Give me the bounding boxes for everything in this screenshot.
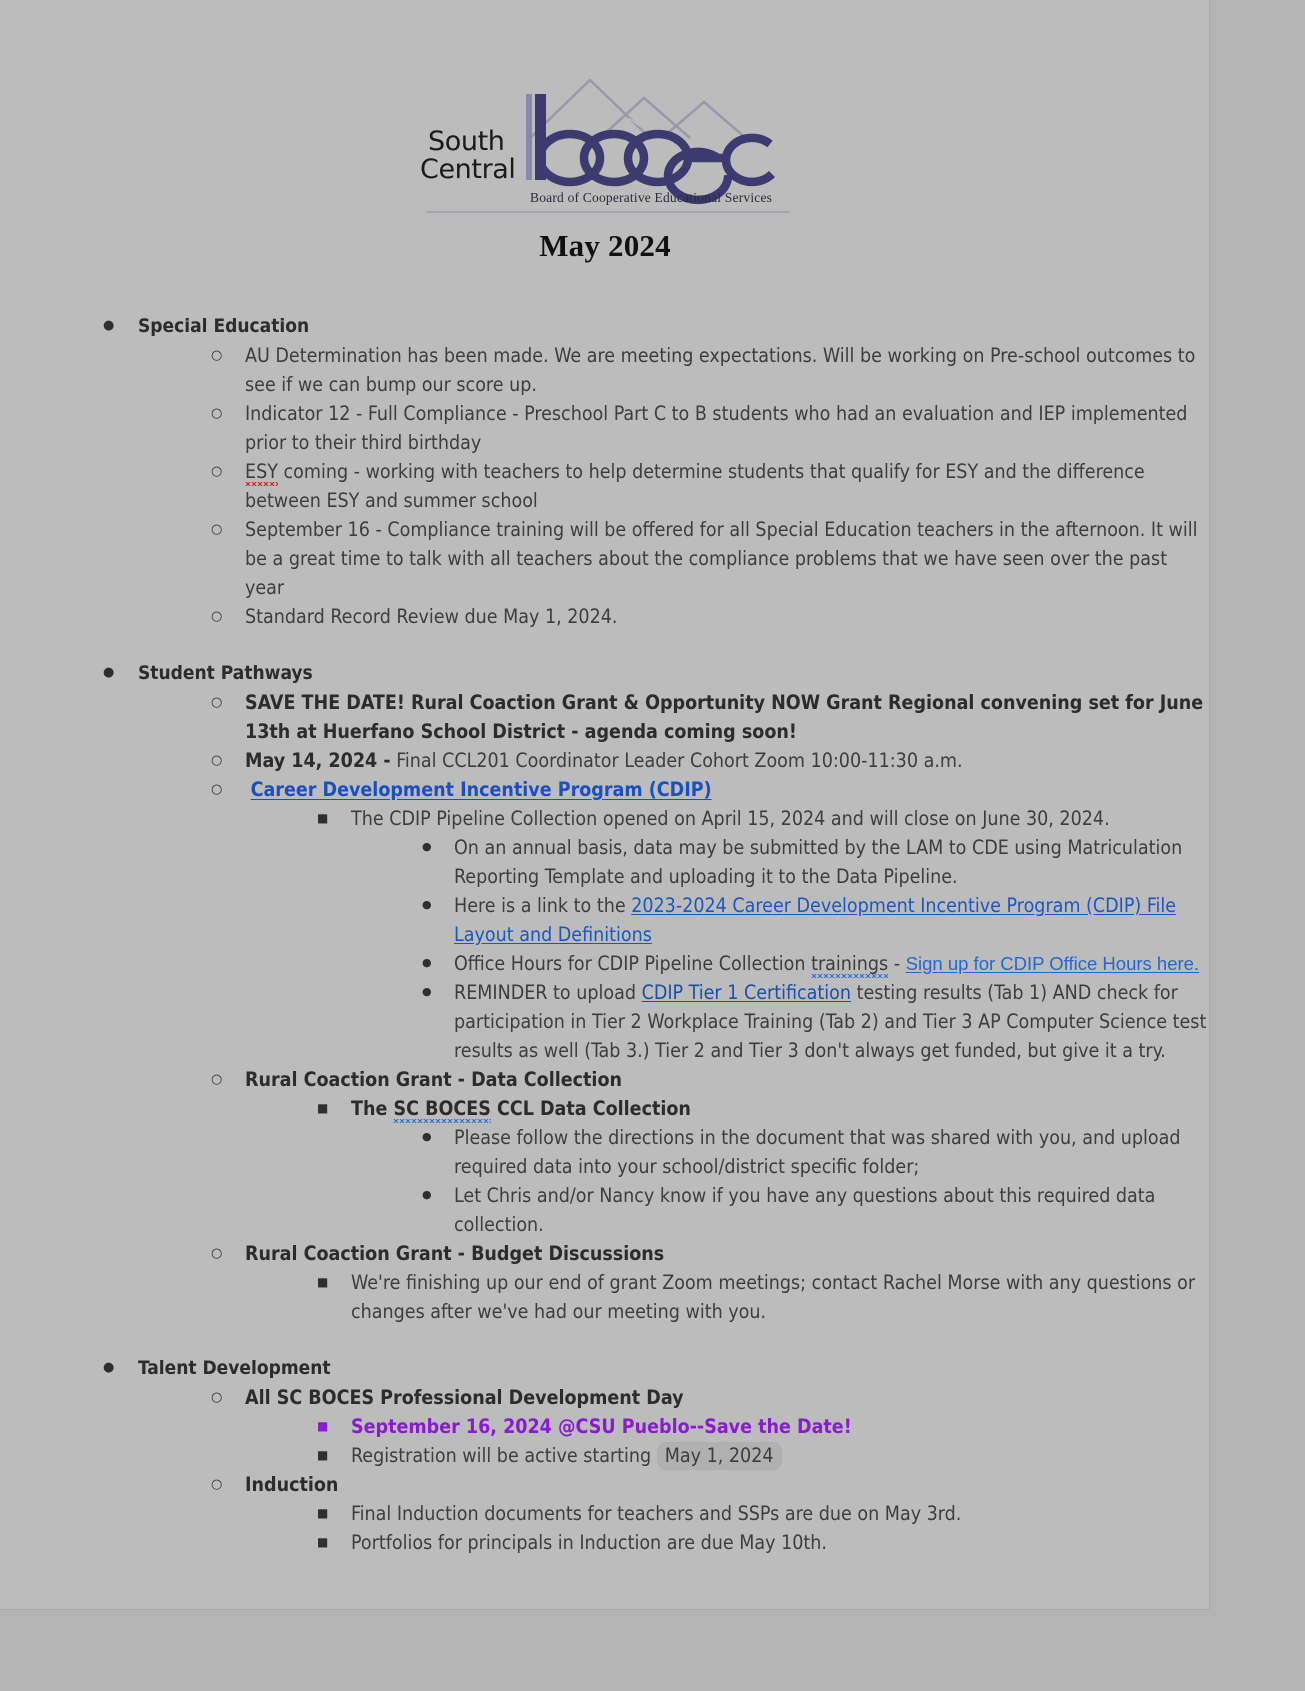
- svg-text:Board of Cooperative Education: Board of Cooperative Educational Services: [530, 190, 773, 205]
- spellcheck-flagged-word: ESY: [245, 460, 278, 486]
- bold-lead: May 14, 2024 -: [245, 749, 391, 772]
- cdip-tier1-certification-link[interactable]: CDIP Tier 1 Certification: [641, 981, 851, 1004]
- list-item-cdip: [211, 775, 1210, 1065]
- bullet-text: [454, 978, 1210, 1065]
- section-heading-talent-development: [100, 1354, 1210, 1557]
- list-item-data-collection: [211, 1065, 1210, 1239]
- data-collection-sub-bullets: [245, 1094, 1210, 1239]
- list-item-save-the-date: [211, 688, 1210, 746]
- grammarcheck-flagged-word: trainings: [811, 952, 888, 978]
- list-item: [211, 602, 1210, 631]
- bullet-text: ■ We're finishing up our end of grant Zoom meetings; contact Rachel Morse with any questions or changes after we've had our meeting with you.: [351, 1271, 1196, 1323]
- bullet-text: ○ Induction: [245, 1473, 339, 1496]
- bullet-text: ○ Rural Coaction Grant - Data Collection: [245, 1068, 622, 1091]
- list-item-office-hours: [418, 949, 1210, 978]
- list-item: [315, 1268, 1210, 1326]
- section-heading-special-education: [100, 312, 1210, 631]
- bullet-text: ○ September 16 - Compliance training will be offered for all Special Education teachers in the afternoon. It will be a great time to talk with all teachers about the compliance problems that we have seen over the past year: [245, 518, 1198, 599]
- bullet-text: ● Please follow the directions in the document that was shared with you, and upload required data into your school/district specific folder;: [454, 1126, 1181, 1178]
- highlighted-date-chip: May 1, 2024: [657, 1442, 782, 1470]
- cdip-file-layout-link[interactable]: 2023-2024 Career Development Incentive Program (CDIP) File Layout and Definitions: [454, 894, 1177, 946]
- page-title: May 2024: [539, 228, 671, 263]
- list-item: [315, 1499, 1210, 1528]
- bullet-text-separator: -: [888, 952, 906, 975]
- bullet-text-prefix: Registration will be active starting: [351, 1444, 657, 1467]
- list-item-file-layout: [418, 891, 1210, 949]
- section-student-pathways: [0, 659, 1210, 1326]
- bullet-text-suffix: CCL Data Collection: [490, 1097, 691, 1120]
- svg-text:Central: Central: [420, 154, 516, 185]
- induction-sub-bullets: [245, 1499, 1210, 1557]
- bullet-text-prefix: Office Hours for CDIP Pipeline Collection: [454, 952, 812, 975]
- list-item: [418, 1181, 1210, 1239]
- bullet-text: [454, 949, 1210, 978]
- bullet-text: ○ Rural Coaction Grant - Budget Discussions: [245, 1242, 665, 1265]
- cdip-office-hours-signup-link[interactable]: Sign up for CDIP Office Hours here.: [905, 953, 1200, 974]
- list-item: [211, 341, 1210, 399]
- section-spacer: [0, 1326, 1210, 1354]
- heading-text: ● Talent Development: [138, 1357, 331, 1379]
- list-item-save-the-date-purple: [315, 1412, 1210, 1441]
- bullet-text: ● Let Chris and/or Nancy know if you have any questions about this required data collection.: [454, 1184, 1156, 1236]
- list-item-ccl-data-collection: [315, 1094, 1210, 1239]
- heading-text: ● Special Education: [138, 315, 310, 337]
- student-pathways-bullets: [138, 688, 1210, 1326]
- cdip-sub-bullets: [245, 804, 1210, 1065]
- cdip-program-link[interactable]: Career Development Incentive Program (CDIP): [250, 778, 712, 801]
- section-heading-student-pathways: [100, 659, 1210, 1326]
- bullet-text: ■ Portfolios for principals in Induction are due May 10th.: [351, 1531, 827, 1554]
- bullet-text: ■ Final Induction documents for teachers and SSPs are due on May 3rd.: [351, 1502, 962, 1525]
- list-item-pd-day: [211, 1383, 1210, 1470]
- list-item-budget-discussions: [211, 1239, 1210, 1326]
- section-talent-development: [0, 1354, 1210, 1557]
- bullet-text: [245, 775, 1210, 804]
- bullet-text-prefix: Here is a link to the: [454, 894, 632, 917]
- bullet-text: ○ Indicator 12 - Full Compliance - Preschool Part C to B students who had an evaluation and IEP implemented prior to their third birthday: [245, 402, 1188, 454]
- organization-logo: [418, 62, 798, 214]
- bullet-text-rest: coming - working with teachers to help determine students that qualify for ESY and the difference between ESY and summer school: [245, 460, 1145, 512]
- list-item-registration: [315, 1441, 1210, 1470]
- bullet-text: ○ AU Determination has been made. We are meeting expectations. Will be working on Pre-school outcomes to see if we can bump our score up.: [245, 344, 1196, 396]
- bullet-text: [245, 457, 1210, 515]
- bullet-text-rest: Final CCL201 Coordinator Leader Cohort Zoom 10:00-11:30 a.m.: [390, 749, 963, 772]
- bullet-text-prefix: The: [351, 1097, 394, 1120]
- list-item-may14: [211, 746, 1210, 775]
- section-spacer: [0, 631, 1210, 659]
- bullet-text: ■ September 16, 2024 @CSU Pueblo--Save the Date!: [351, 1415, 852, 1438]
- cdip-detail-bullets: [351, 833, 1210, 1065]
- bullet-text: [351, 1441, 1210, 1470]
- heading-text: ● Student Pathways: [138, 662, 313, 684]
- list-item: [211, 515, 1210, 602]
- page-gutter-bottom: [0, 1610, 1305, 1691]
- bullet-text: ● On an annual basis, data may be submitted by the LAM to CDE using Matriculation Reporting Template and uploading it to the Data Pipeline.: [454, 836, 1183, 888]
- pd-day-sub-bullets: [245, 1412, 1210, 1470]
- bullet-text-suffix: testing results (Tab 1) AND check for participation in Tier 2 Workplace Training (Tab 2) and Tier 3 AP Computer Science test results as well (Tab 3.) Tier 2 and Tier 3 don't always get funded, but give it a try.: [454, 981, 1207, 1062]
- list-item: [418, 833, 1210, 891]
- grammarcheck-flagged-word: SC BOCES: [393, 1097, 490, 1123]
- special-education-bullets: [138, 341, 1210, 631]
- list-item-esy: [211, 457, 1210, 515]
- svg-text:South: South: [428, 126, 505, 157]
- talent-development-bullets: [138, 1383, 1210, 1557]
- bullet-text: ○ SAVE THE DATE! Rural Coaction Grant & Opportunity NOW Grant Regional convening set for June 13th at Huerfano School District - agenda coming soon!: [245, 691, 1204, 743]
- list-item: [315, 804, 1210, 1065]
- bullet-text: ○ Standard Record Review due May 1, 2024.: [245, 605, 618, 628]
- bullet-text: [245, 746, 1210, 775]
- budget-discussions-sub-bullets: [245, 1268, 1210, 1326]
- list-item-reminder: [418, 978, 1210, 1065]
- newsletter-outline: [0, 312, 1210, 1557]
- list-item: [315, 1528, 1210, 1557]
- list-item: [211, 399, 1210, 457]
- bullet-text: [454, 891, 1210, 949]
- list-item-induction: [211, 1470, 1210, 1557]
- bullet-text: ■ The CDIP Pipeline Collection opened on April 15, 2024 and will close on June 30, 2024.: [351, 807, 1110, 830]
- bullet-text: [351, 1094, 1210, 1123]
- list-item: [418, 1123, 1210, 1181]
- bullet-text: ○ All SC BOCES Professional Development Day: [245, 1386, 684, 1409]
- data-collection-detail-bullets: [351, 1123, 1210, 1239]
- section-special-education: [0, 312, 1210, 631]
- page-gutter-right: [1210, 0, 1305, 1691]
- bullet-text-prefix: REMINDER to upload: [454, 981, 642, 1004]
